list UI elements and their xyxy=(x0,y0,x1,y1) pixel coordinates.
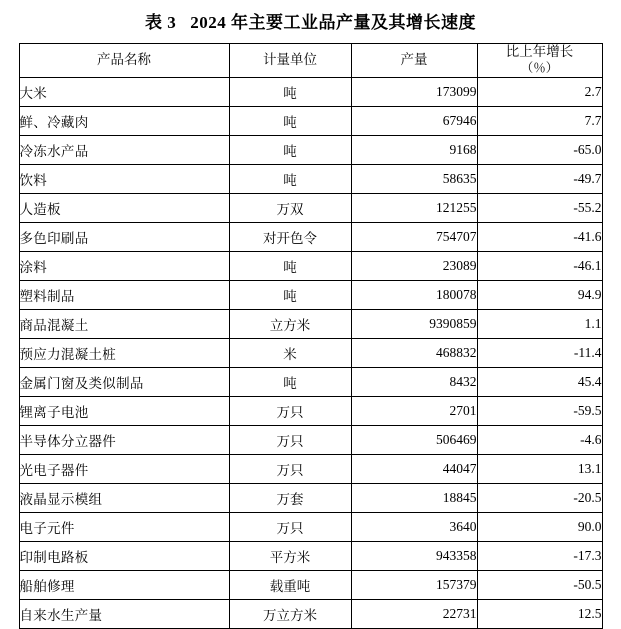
cell-output: 18845 xyxy=(351,483,477,512)
cell-growth: 94.9 xyxy=(477,280,602,309)
cell-product-name: 自来水生产量 xyxy=(19,599,229,628)
cell-unit: 对开色令 xyxy=(229,222,351,251)
cell-unit: 万只 xyxy=(229,512,351,541)
cell-growth: -17.3 xyxy=(477,541,602,570)
cell-growth: 7.7 xyxy=(477,106,602,135)
column-header-growth-unit: （％） xyxy=(520,60,559,75)
cell-product-name: 鲜、冷藏肉 xyxy=(19,106,229,135)
cell-product-name: 冷冻水产品 xyxy=(19,135,229,164)
table-title-text: 2024 年主要工业品产量及其增长速度 xyxy=(190,13,476,32)
table-row xyxy=(19,164,602,193)
cell-growth: 13.1 xyxy=(477,454,602,483)
cell-growth: -20.5 xyxy=(477,483,602,512)
table-row xyxy=(19,599,602,628)
cell-product-name: 锂离子电池 xyxy=(19,396,229,425)
cell-output: 23089 xyxy=(351,251,477,280)
cell-unit: 吨 xyxy=(229,77,351,106)
cell-product-name: 多色印刷品 xyxy=(19,222,229,251)
table-row xyxy=(19,193,602,222)
table-row xyxy=(19,483,602,512)
cell-unit: 米 xyxy=(229,338,351,367)
cell-unit: 载重吨 xyxy=(229,570,351,599)
cell-product-name: 涂料 xyxy=(19,251,229,280)
page-title xyxy=(0,0,621,43)
cell-product-name: 船舶修理 xyxy=(19,570,229,599)
cell-growth: -46.1 xyxy=(477,251,602,280)
cell-product-name: 塑料制品 xyxy=(19,280,229,309)
cell-growth: -49.7 xyxy=(477,164,602,193)
cell-product-name: 印制电路板 xyxy=(19,541,229,570)
table-row xyxy=(19,425,602,454)
table-row xyxy=(19,280,602,309)
cell-output: 9168 xyxy=(351,135,477,164)
table-row xyxy=(19,251,602,280)
cell-output: 9390859 xyxy=(351,309,477,338)
cell-product-name: 电子元件 xyxy=(19,512,229,541)
cell-unit: 吨 xyxy=(229,367,351,396)
table-body xyxy=(19,77,602,628)
table-row xyxy=(19,338,602,367)
cell-unit: 吨 xyxy=(229,106,351,135)
cell-unit: 万只 xyxy=(229,454,351,483)
cell-output: 157379 xyxy=(351,570,477,599)
cell-growth: 2.7 xyxy=(477,77,602,106)
cell-growth: -59.5 xyxy=(477,396,602,425)
cell-output: 468832 xyxy=(351,338,477,367)
cell-growth: -4.6 xyxy=(477,425,602,454)
cell-unit: 吨 xyxy=(229,280,351,309)
cell-growth: -55.2 xyxy=(477,193,602,222)
cell-unit: 平方米 xyxy=(229,541,351,570)
cell-output: 67946 xyxy=(351,106,477,135)
cell-product-name: 商品混凝土 xyxy=(19,309,229,338)
cell-unit: 吨 xyxy=(229,164,351,193)
cell-output: 180078 xyxy=(351,280,477,309)
cell-unit: 吨 xyxy=(229,251,351,280)
table-row xyxy=(19,106,602,135)
cell-product-name: 半导体分立器件 xyxy=(19,425,229,454)
cell-growth: 1.1 xyxy=(477,309,602,338)
cell-product-name: 金属门窗及类似制品 xyxy=(19,367,229,396)
cell-output: 22731 xyxy=(351,599,477,628)
table-row xyxy=(19,454,602,483)
table-label: 表 3 xyxy=(145,13,177,32)
table-row xyxy=(19,309,602,338)
cell-product-name: 光电子器件 xyxy=(19,454,229,483)
cell-output: 58635 xyxy=(351,164,477,193)
cell-unit: 万只 xyxy=(229,396,351,425)
cell-output: 173099 xyxy=(351,77,477,106)
cell-product-name: 预应力混凝土桩 xyxy=(19,338,229,367)
table-row xyxy=(19,77,602,106)
cell-unit: 万套 xyxy=(229,483,351,512)
industrial-output-table xyxy=(19,43,603,629)
cell-unit: 万只 xyxy=(229,425,351,454)
cell-output: 2701 xyxy=(351,396,477,425)
cell-output: 121255 xyxy=(351,193,477,222)
cell-growth: -50.5 xyxy=(477,570,602,599)
cell-output: 943358 xyxy=(351,541,477,570)
cell-growth: 90.0 xyxy=(477,512,602,541)
cell-growth: -65.0 xyxy=(477,135,602,164)
cell-output: 506469 xyxy=(351,425,477,454)
cell-growth: 45.4 xyxy=(477,367,602,396)
table-row xyxy=(19,570,602,599)
cell-product-name: 大米 xyxy=(19,77,229,106)
table-row xyxy=(19,396,602,425)
cell-growth: -11.4 xyxy=(477,338,602,367)
cell-unit: 立方米 xyxy=(229,309,351,338)
column-header-output: 产量 xyxy=(351,44,477,78)
cell-output: 8432 xyxy=(351,367,477,396)
table-row xyxy=(19,222,602,251)
cell-output: 754707 xyxy=(351,222,477,251)
table-row xyxy=(19,512,602,541)
cell-growth: -41.6 xyxy=(477,222,602,251)
cell-output: 44047 xyxy=(351,454,477,483)
table-header-row xyxy=(19,44,602,78)
cell-unit: 万双 xyxy=(229,193,351,222)
table-header xyxy=(19,44,602,78)
table-row xyxy=(19,541,602,570)
column-header-product-name: 产品名称 xyxy=(19,44,229,78)
column-header-growth xyxy=(477,44,602,78)
cell-product-name: 饮料 xyxy=(19,164,229,193)
table-row xyxy=(19,367,602,396)
cell-product-name: 人造板 xyxy=(19,193,229,222)
cell-unit: 万立方米 xyxy=(229,599,351,628)
cell-product-name: 液晶显示模组 xyxy=(19,483,229,512)
column-header-growth-main: 比上年增长 xyxy=(505,44,574,59)
cell-unit: 吨 xyxy=(229,135,351,164)
cell-output: 3640 xyxy=(351,512,477,541)
column-header-unit: 计量单位 xyxy=(229,44,351,78)
table-row xyxy=(19,135,602,164)
cell-growth: 12.5 xyxy=(477,599,602,628)
